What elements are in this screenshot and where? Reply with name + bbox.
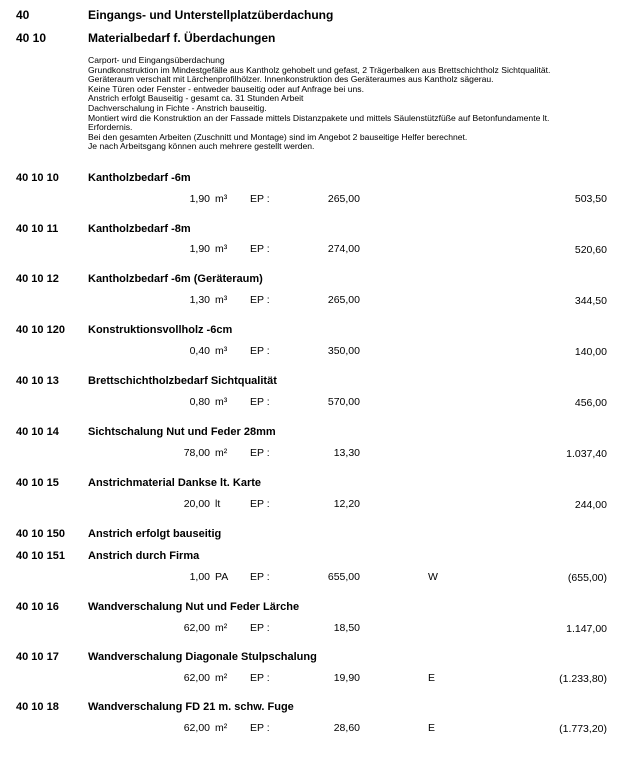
position-unit: m² [215,447,228,459]
group-number: 40 [16,8,30,22]
position-quantity: 1,90 [189,243,210,255]
group-title: Eingangs- und Unterstellplatzüberdachung [88,8,334,22]
ep-label: EP : [250,396,270,408]
position-unit: m³ [215,345,228,357]
unit-price: 18,50 [333,622,360,634]
ep-label: EP : [250,498,270,510]
ep-label: EP : [250,447,270,459]
position-unit: lt [215,498,221,510]
unit-price: 13,30 [333,447,360,459]
position-quantity: 62,00 [183,622,210,634]
ep-label: EP : [250,622,270,634]
position-number: 40 10 150 [16,528,65,540]
position-number: 40 10 151 [16,550,65,562]
position-number: 40 10 15 [16,477,59,489]
position-title: Anstrichmaterial Dankse lt. Karte [88,477,262,489]
position-unit: m³ [215,294,228,306]
ep-label: EP : [250,294,270,306]
position-unit: m² [215,672,228,684]
position-quantity: 78,00 [183,447,210,459]
position-quantity: 1,30 [189,294,210,306]
position-number: 40 10 14 [16,426,59,438]
position-title: Sichtschalung Nut und Feder 28mm [88,426,276,438]
position-unit: m³ [215,396,228,408]
position-title: Konstruktionsvollholz -6cm [88,324,233,336]
ep-label: EP : [250,672,270,684]
position-flag: E [428,722,436,734]
position-quantity: 0,80 [189,396,210,408]
position-title: Kantholzbedarf -8m [88,223,191,235]
unit-price: 265,00 [327,193,360,205]
position-title: Wandverschalung Diagonale Stulpschalung [88,651,317,663]
position-flag: E [428,672,436,684]
position-title: Kantholzbedarf -6m (Geräteraum) [88,273,263,285]
description-line: Dachverschalung in Fichte - Anstrich bauseitig. [88,102,267,113]
position-quantity: 62,00 [183,722,210,734]
unit-price: 265,00 [327,294,360,306]
unit-price: 19,90 [333,672,360,684]
description-line: Grundkonstruktion im Mindestgefälle aus Kantholz gehobelt und gefast, 2 Trägerbalken aus Brettschichtholz Sichtqualität. [88,64,551,75]
position-number: 40 10 13 [16,375,59,387]
position-unit: m³ [215,193,228,205]
unit-price: 274,00 [327,243,360,255]
description-line: Carport- und Eingangsüberdachung [88,55,225,65]
unit-price: 655,00 [327,571,360,583]
description-line: Montiert wird die Konstruktion an der Fassade mittels Distanzpakete und mittels Säulenstützfüße auf Betonfundamente lt. [88,112,550,123]
ep-label: EP : [250,193,270,205]
position-unit: m³ [215,243,228,255]
position-number: 40 10 11 [16,223,59,235]
position-total: 456,00 [574,397,607,409]
description-line: Bei den gesamten Arbeiten (Zuschnitt und Montage) sind im Angebot 2 bauseitige Helfer berechnet. [88,131,468,142]
description-line: Erfordernis. [88,122,133,133]
position-total: (1.233,80) [559,673,607,685]
position-title: Wandverschalung Nut und Feder Lärche [88,601,300,613]
position-title: Anstrich durch Firma [88,550,200,562]
subgroup-number: 40 10 [16,31,47,45]
position-quantity: 20,00 [183,498,210,510]
position-total: 520,60 [574,244,607,256]
description-line: Geräteraum verschalt mit Lärchenprofilhölzer. Innenkonstruktion des Geräteraumes aus Kantholz sägerau. [88,74,494,85]
position-total: 244,00 [574,499,607,511]
position-flag: W [428,571,438,583]
ep-label: EP : [250,571,270,583]
position-title: Anstrich erfolgt bauseitig [88,528,222,540]
position-total: (655,00) [567,572,607,584]
position-number: 40 10 12 [16,273,59,285]
position-quantity: 1,00 [189,571,210,583]
position-title: Wandverschalung FD 21 m. schw. Fuge [88,701,294,713]
description-block [88,56,608,152]
unit-price: 350,00 [327,345,360,357]
unit-price: 570,00 [327,396,360,408]
position-title: Brettschichtholzbedarf Sichtqualität [88,375,277,387]
position-number: 40 10 10 [16,172,59,184]
position-total: 503,50 [574,193,607,205]
position-total: 1.037,40 [566,448,607,460]
position-number: 40 10 16 [16,601,59,613]
position-quantity: 0,40 [189,345,210,357]
description-line: Keine Türen oder Fenster - entweder bauseitig oder auf Anfrage bei uns. [88,83,364,94]
position-total: 1.147,00 [566,623,607,635]
description-line: Anstrich erfolgt Bauseitig - gesamt ca. 31 Stunden Arbeit [88,93,304,104]
position-total: 344,50 [574,295,607,307]
position-number: 40 10 120 [16,324,65,336]
position-unit: PA [215,571,229,583]
description-line: Je nach Arbeitsgang können auch mehrere gestellt werden. [88,141,315,152]
ep-label: EP : [250,345,270,357]
position-unit: m² [215,722,228,734]
position-total: 140,00 [574,346,607,358]
position-number: 40 10 18 [16,701,59,713]
ep-label: EP : [250,722,270,734]
position-quantity: 1,90 [189,193,210,205]
position-number: 40 10 17 [16,651,59,663]
unit-price: 12,20 [333,498,360,510]
position-title: Kantholzbedarf -6m [88,172,191,184]
position-total: (1.773,20) [559,723,607,735]
position-quantity: 62,00 [183,672,210,684]
unit-price: 28,60 [333,722,360,734]
ep-label: EP : [250,243,270,255]
subgroup-title: Materialbedarf f. Überdachungen [88,31,276,45]
position-unit: m² [215,622,228,634]
